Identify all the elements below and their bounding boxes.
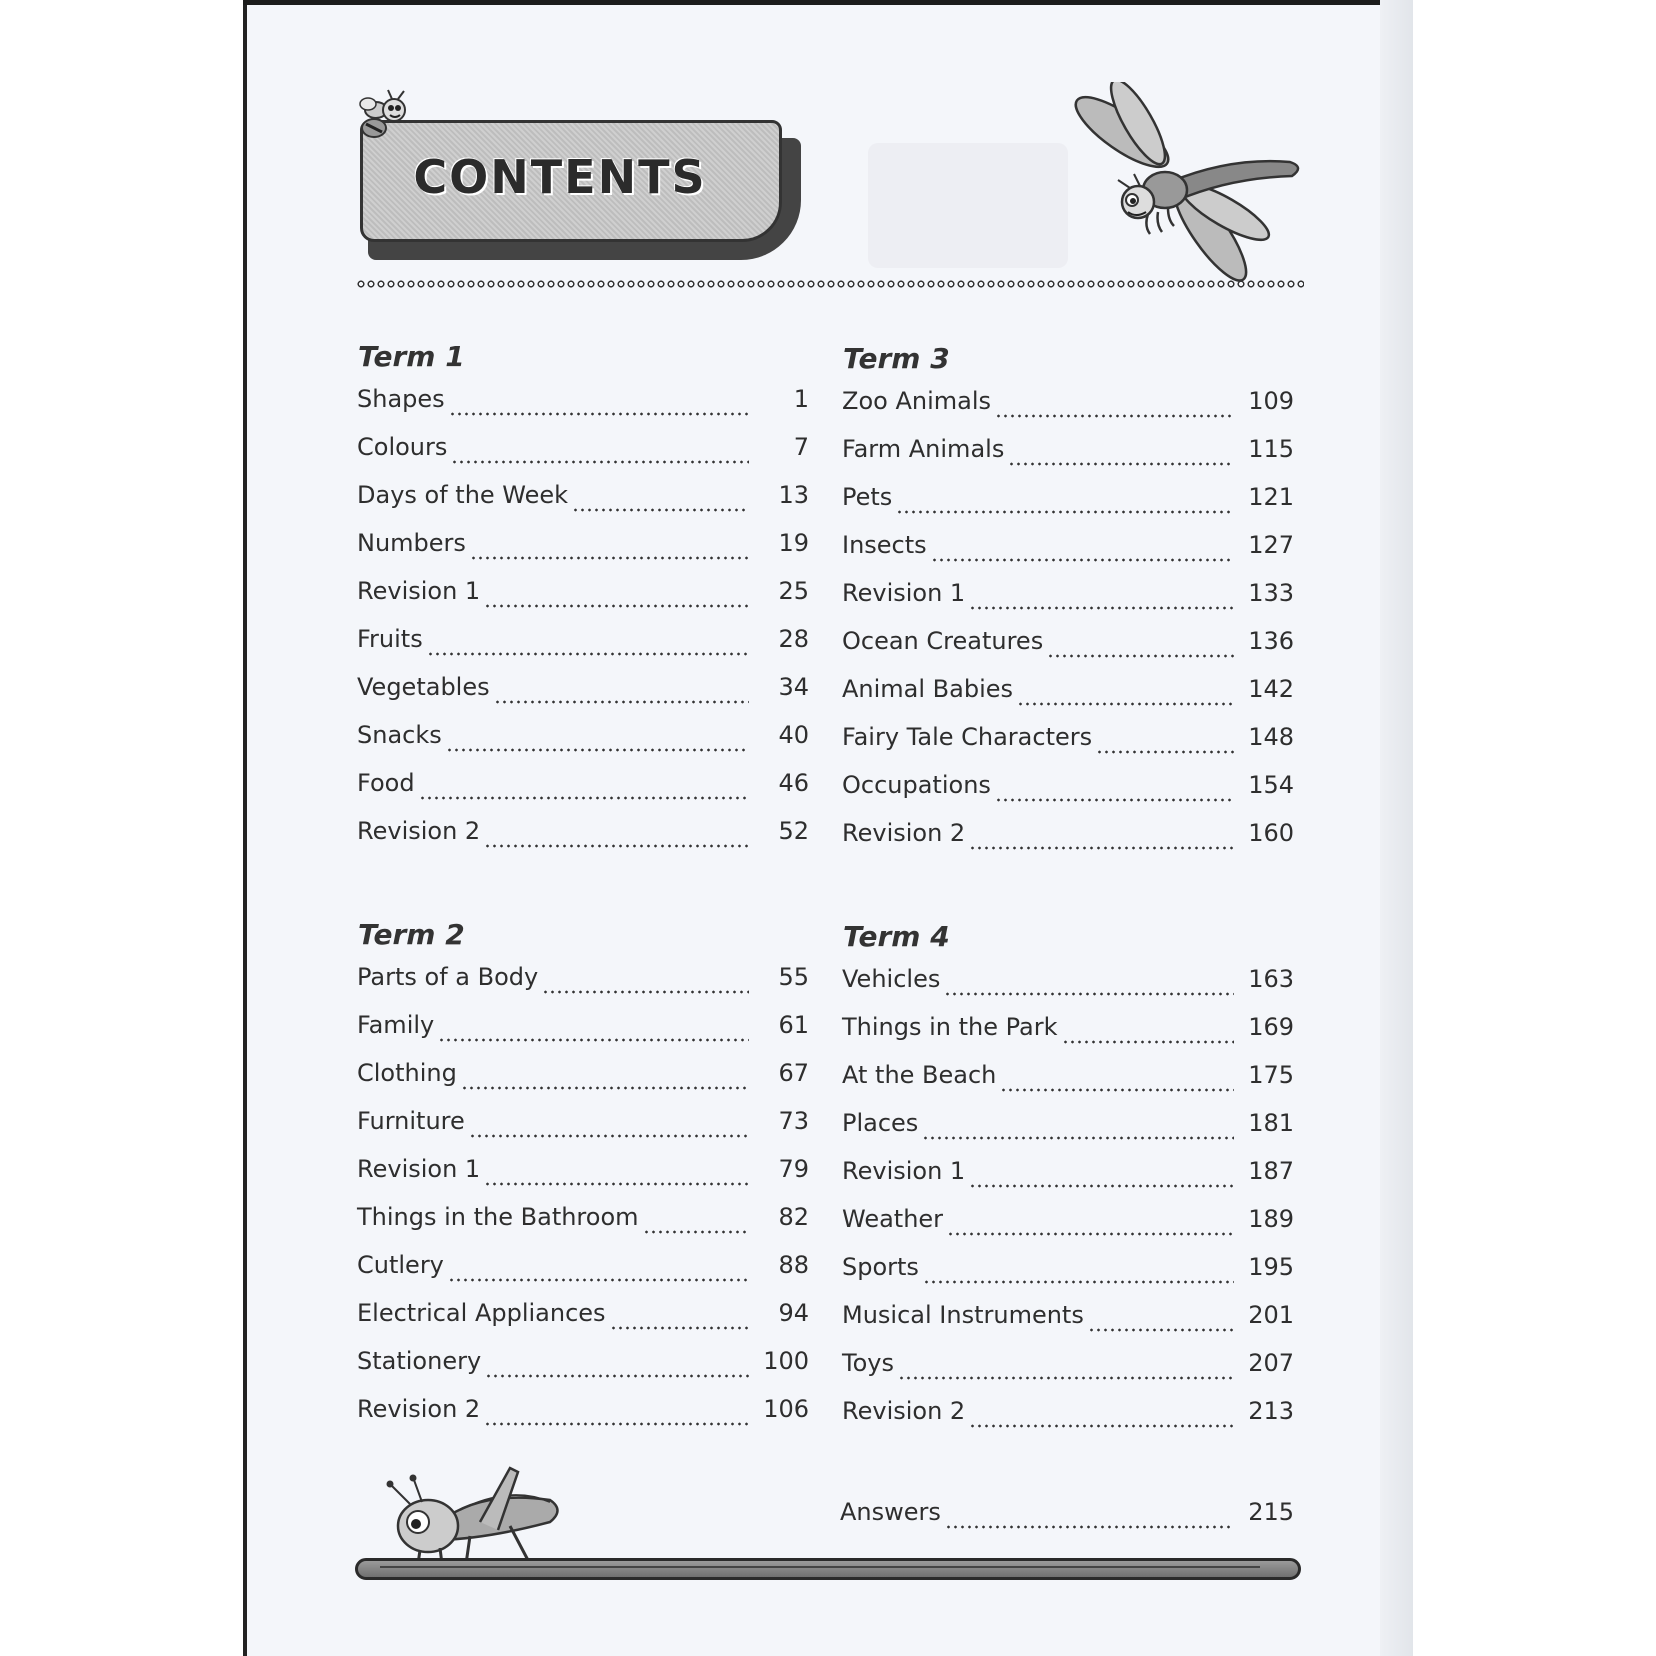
term-2-list <box>357 963 809 1443</box>
toc-entry <box>842 1205 1294 1253</box>
toc-page-number: 127 <box>1248 531 1294 559</box>
toc-page-number: 148 <box>1248 723 1294 751</box>
leader-dots <box>923 1279 1234 1285</box>
leader-dots <box>484 603 749 609</box>
toc-page-number: 40 <box>778 721 809 749</box>
term-2-heading: Term 2 <box>358 918 465 951</box>
toc-label: Clothing <box>357 1059 457 1087</box>
leader-dots <box>542 989 749 995</box>
toc-entry <box>842 675 1294 723</box>
term-4-heading: Term 4 <box>843 920 950 953</box>
toc-entry <box>842 1253 1294 1301</box>
term-1-heading: Term 1 <box>358 340 465 373</box>
toc-label: Furniture <box>357 1107 465 1135</box>
toc-label: Food <box>357 769 415 797</box>
toc-label: Animal Babies <box>842 675 1014 703</box>
toc-page-number: 79 <box>778 1155 809 1183</box>
toc-label: Occupations <box>842 771 991 799</box>
leader-dots <box>1008 461 1234 467</box>
toc-entry <box>357 1347 809 1395</box>
toc-page-number: 100 <box>763 1347 809 1375</box>
leader-dots <box>969 1183 1234 1189</box>
dragonfly-icon <box>1060 82 1316 292</box>
toc-label: Things in the Park <box>842 1013 1058 1041</box>
toc-entry <box>357 721 809 769</box>
toc-label: Revision 2 <box>357 1395 481 1423</box>
leader-dots <box>438 1037 749 1043</box>
toc-label: Things in the Bathroom <box>357 1203 639 1231</box>
toc-entry <box>357 385 809 433</box>
leader-dots <box>969 605 1234 611</box>
leader-dots <box>1047 653 1234 659</box>
toc-entry <box>357 817 809 865</box>
leader-dots <box>448 1277 749 1283</box>
leader-dots <box>969 845 1234 851</box>
wooden-stick <box>355 1558 1301 1580</box>
toc-label: Snacks <box>357 721 442 749</box>
toc-page-number: 61 <box>778 1011 809 1039</box>
toc-page-number: 133 <box>1248 579 1294 607</box>
toc-label: Revision 2 <box>842 819 966 847</box>
bee-icon <box>352 88 414 146</box>
toc-entry <box>357 1059 809 1107</box>
toc-entry <box>357 1395 809 1443</box>
toc-entry <box>842 483 1294 531</box>
toc-entry <box>357 433 809 481</box>
leader-dots <box>469 1133 749 1139</box>
toc-entry <box>357 625 809 673</box>
toc-page-number: 215 <box>1248 1498 1294 1526</box>
toc-label: Fairy Tale Characters <box>842 723 1093 751</box>
toc-label: Fruits <box>357 625 423 653</box>
toc-entry <box>357 1107 809 1155</box>
toc-entry <box>842 965 1294 1013</box>
grasshopper-icon <box>380 1460 570 1570</box>
toc-label: Musical Instruments <box>842 1301 1084 1329</box>
leader-dots <box>1000 1087 1234 1093</box>
toc-page-number: 94 <box>778 1299 809 1327</box>
leader-dots <box>451 459 749 465</box>
toc-label: Electrical Appliances <box>357 1299 606 1327</box>
toc-entry <box>842 771 1294 819</box>
answers-list <box>840 1498 1294 1546</box>
toc-label: Vehicles <box>842 965 941 993</box>
term-3-list <box>842 387 1294 867</box>
toc-label: Sports <box>842 1253 919 1281</box>
toc-entry <box>842 819 1294 867</box>
leader-dots <box>969 1423 1234 1429</box>
toc-page-number: 46 <box>778 769 809 797</box>
toc-page-number: 187 <box>1248 1157 1294 1185</box>
toc-page-number: 28 <box>778 625 809 653</box>
toc-page-number: 160 <box>1248 819 1294 847</box>
toc-page-number: 88 <box>778 1251 809 1279</box>
leader-dots <box>931 557 1234 563</box>
toc-entry <box>357 1299 809 1347</box>
leader-dots <box>1088 1327 1234 1333</box>
toc-page-number: 73 <box>778 1107 809 1135</box>
leader-dots <box>643 1229 749 1235</box>
toc-label: Weather <box>842 1205 944 1233</box>
toc-page-number: 121 <box>1248 483 1294 511</box>
toc-page-number: 106 <box>763 1395 809 1423</box>
toc-entry <box>842 579 1294 627</box>
leader-dots <box>494 699 749 705</box>
leader-dots <box>1096 749 1234 755</box>
wood-grain-line <box>380 1566 1260 1568</box>
toc-entry <box>842 1301 1294 1349</box>
toc-page-number: 163 <box>1248 965 1294 993</box>
leader-dots <box>898 1375 1234 1381</box>
scan-margin <box>0 0 243 1656</box>
toc-label: Revision 2 <box>842 1397 966 1425</box>
toc-page-number: 189 <box>1248 1205 1294 1233</box>
toc-page-number: 34 <box>778 673 809 701</box>
toc-entry <box>842 1397 1294 1445</box>
toc-label: Parts of a Body <box>357 963 539 991</box>
toc-page-number: 169 <box>1248 1013 1294 1041</box>
toc-page-number: 136 <box>1248 627 1294 655</box>
toc-label: Ocean Creatures <box>842 627 1044 655</box>
toc-label: Vegetables <box>357 673 490 701</box>
toc-label: Revision 1 <box>842 1157 966 1185</box>
leader-dots <box>1017 701 1234 707</box>
toc-entry <box>842 1013 1294 1061</box>
toc-label: Revision 1 <box>357 577 481 605</box>
leader-dots <box>995 797 1234 803</box>
leader-dots <box>484 1181 749 1187</box>
leader-dots <box>610 1325 749 1331</box>
term-1-list <box>357 385 809 865</box>
toc-page-number: 142 <box>1248 675 1294 703</box>
toc-entry <box>842 435 1294 483</box>
toc-label: Days of the Week <box>357 481 569 509</box>
toc-page-number: 19 <box>778 529 809 557</box>
toc-entry <box>357 481 809 529</box>
toc-entry <box>842 387 1294 435</box>
toc-label: Stationery <box>357 1347 482 1375</box>
toc-entry-answers <box>840 1498 1294 1546</box>
toc-label: Toys <box>842 1349 894 1377</box>
zigzag-divider <box>356 278 1304 290</box>
toc-page-number: 67 <box>778 1059 809 1087</box>
toc-entry <box>842 1157 1294 1205</box>
toc-label: At the Beach <box>842 1061 997 1089</box>
leader-dots <box>449 411 749 417</box>
toc-label: Shapes <box>357 385 445 413</box>
toc-page-number: 207 <box>1248 1349 1294 1377</box>
term-4-list <box>842 965 1294 1445</box>
toc-label: Insects <box>842 531 927 559</box>
leader-dots <box>945 1524 1234 1530</box>
toc-entry <box>357 963 809 1011</box>
toc-page-number: 1 <box>793 385 809 413</box>
leader-dots <box>944 991 1234 997</box>
toc-page-number: 82 <box>778 1203 809 1231</box>
toc-page-number: 109 <box>1248 387 1294 415</box>
toc-entry <box>842 627 1294 675</box>
toc-page-number: 52 <box>778 817 809 845</box>
toc-entry <box>357 1251 809 1299</box>
toc-page-number: 154 <box>1248 771 1294 799</box>
leader-dots <box>896 509 1234 515</box>
leader-dots <box>1062 1039 1234 1045</box>
toc-entry <box>357 769 809 817</box>
toc-label: Pets <box>842 483 893 511</box>
toc-entry <box>842 1349 1294 1397</box>
toc-label: Revision 2 <box>357 817 481 845</box>
toc-entry <box>357 577 809 625</box>
toc-page-number: 195 <box>1248 1253 1294 1281</box>
toc-label: Places <box>842 1109 919 1137</box>
toc-page-number: 175 <box>1248 1061 1294 1089</box>
toc-entry <box>842 531 1294 579</box>
toc-entry <box>357 1155 809 1203</box>
leader-dots <box>446 747 749 753</box>
page-top-edge <box>243 0 1413 5</box>
toc-label: Farm Animals <box>842 435 1005 463</box>
toc-page-number: 115 <box>1248 435 1294 463</box>
toc-page-number: 181 <box>1248 1109 1294 1137</box>
leader-dots <box>470 555 749 561</box>
leader-dots <box>484 1421 749 1427</box>
toc-entry <box>357 1011 809 1059</box>
term-3-heading: Term 3 <box>843 342 950 375</box>
leader-dots <box>461 1085 749 1091</box>
leader-dots <box>427 651 749 657</box>
leader-dots <box>947 1231 1234 1237</box>
leader-dots <box>484 843 749 849</box>
toc-label: Cutlery <box>357 1251 444 1279</box>
toc-label: Numbers <box>357 529 466 557</box>
leader-dots <box>419 795 749 801</box>
leader-dots <box>572 507 749 513</box>
leader-dots <box>485 1373 749 1379</box>
toc-page-number: 13 <box>778 481 809 509</box>
toc-entry <box>842 1109 1294 1157</box>
toc-label: Family <box>357 1011 435 1039</box>
toc-entry <box>357 673 809 721</box>
toc-label: Revision 1 <box>357 1155 481 1183</box>
toc-entry <box>357 529 809 577</box>
page-right-shade <box>1380 0 1413 1656</box>
toc-page-number: 201 <box>1248 1301 1294 1329</box>
toc-entry <box>357 1203 809 1251</box>
leader-dots <box>922 1135 1234 1141</box>
toc-label: Revision 1 <box>842 579 966 607</box>
toc-page-number: 213 <box>1248 1397 1294 1425</box>
bleed-through-shape <box>868 143 1068 268</box>
toc-page-number: 55 <box>778 963 809 991</box>
toc-entry <box>842 723 1294 771</box>
toc-page-number: 7 <box>793 433 809 461</box>
toc-page-number: 25 <box>778 577 809 605</box>
leader-dots <box>995 413 1234 419</box>
page-title: CONTENTS <box>413 150 707 204</box>
toc-label: Colours <box>357 433 448 461</box>
toc-label: Zoo Animals <box>842 387 991 415</box>
toc-label: Answers <box>840 1498 941 1526</box>
toc-entry <box>842 1061 1294 1109</box>
